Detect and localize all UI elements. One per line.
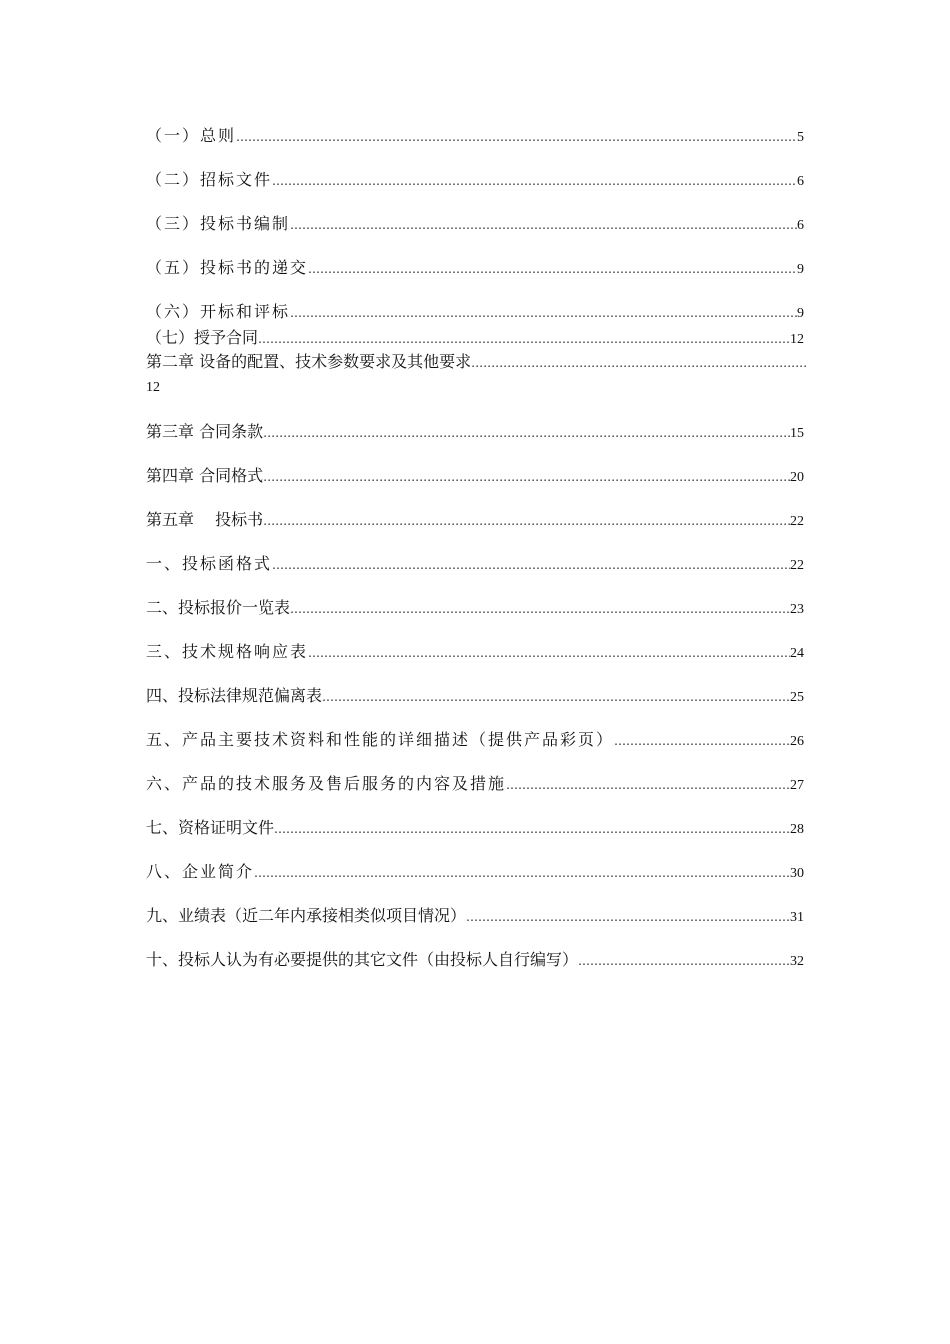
toc-leader-dots	[263, 423, 790, 443]
toc-entry-page: 22	[790, 558, 804, 573]
toc-entry-3[interactable]	[146, 214, 804, 236]
toc-entry-page: 22	[790, 514, 804, 529]
toc-entry-title: 三、技术规格响应表	[146, 642, 309, 661]
toc-entry-11[interactable]	[146, 554, 804, 576]
toc-leader-dots	[614, 731, 790, 751]
toc-entry-title: （七）授予合同	[146, 328, 259, 347]
toc-entry-page: 5	[797, 130, 804, 145]
toc-entry-title: （一）总则	[146, 126, 237, 145]
toc-entry-page: 6	[797, 218, 804, 233]
toc-entry-page: 32	[790, 954, 804, 969]
toc-leader-dots	[308, 259, 797, 279]
toc-entry-12[interactable]	[146, 598, 804, 620]
toc-entry-1[interactable]	[146, 126, 804, 148]
toc-entry-page: 24	[790, 646, 804, 661]
toc-entry-2[interactable]	[146, 170, 804, 192]
toc-entry-title: 七、资格证明文件	[146, 818, 275, 837]
toc-leader-dots	[263, 467, 790, 487]
toc-leader-dots	[466, 907, 790, 927]
toc-leader-dots	[322, 687, 790, 707]
toc-entry-16[interactable]	[146, 774, 804, 796]
toc-entry-page: 15	[790, 426, 804, 441]
toc-leader-dots	[272, 171, 797, 191]
toc-leader-dots	[272, 555, 790, 575]
toc-entry-page: 23	[790, 602, 804, 617]
toc-leader-dots	[290, 303, 797, 323]
toc-entry-18[interactable]	[146, 862, 804, 884]
toc-leader-dots	[263, 511, 790, 531]
toc-entry-15[interactable]	[146, 730, 804, 752]
toc-entry-page: 28	[790, 822, 804, 837]
toc-entry-17[interactable]	[146, 818, 804, 840]
toc-entry-4[interactable]	[146, 258, 804, 280]
toc-leader-dots	[236, 127, 797, 147]
toc-entry-title: 九、业绩表（近二年内承接相类似项目情况）	[146, 906, 467, 925]
toc-entry-19[interactable]	[146, 906, 804, 928]
toc-entry-title: （三）投标书编制	[146, 214, 291, 233]
toc-entry-14[interactable]	[146, 686, 804, 708]
toc-entry-page: 9	[797, 306, 804, 321]
toc-entry-title: 五、产品主要技术资料和性能的详细描述（提供产品彩页）	[146, 730, 615, 749]
toc-entry-title: 六、产品的技术服务及售后服务的内容及措施	[146, 774, 507, 793]
toc-leader-dots	[254, 863, 790, 883]
toc-entry-page: 31	[790, 910, 804, 925]
toc-entry-20[interactable]	[146, 950, 804, 972]
toc-leader-dots	[274, 819, 790, 839]
toc-entry-page: 20	[790, 470, 804, 485]
toc-entry-page: 27	[790, 778, 804, 793]
toc-entry-title: 二、投标报价一览表	[146, 598, 291, 617]
toc-entry-7[interactable]	[146, 352, 806, 374]
toc-entry-title: 一、投标函格式	[146, 554, 273, 573]
toc-leader-dots	[578, 951, 790, 971]
toc-entry-page: 6	[797, 174, 804, 189]
toc-entry-title: 第四章 合同格式	[146, 466, 264, 485]
toc-entry-9[interactable]	[146, 466, 804, 488]
toc-entry-page: 30	[790, 866, 804, 881]
toc-entry-title: 第二章 设备的配置、技术参数要求及其他要求	[146, 352, 472, 371]
toc-entry-title: 十、投标人认为有必要提供的其它文件（由投标人自行编写）	[146, 950, 579, 969]
toc-entry-page: 9	[797, 262, 804, 277]
toc-entry-page: 12	[146, 380, 160, 395]
toc-entry-title: （二）招标文件	[146, 170, 273, 189]
toc-entry-title: 第五章 投标书	[146, 510, 264, 529]
toc-entry-title: 八、企业简介	[146, 862, 255, 881]
toc-leader-dots	[308, 643, 790, 663]
toc-entry-page: 12	[790, 332, 804, 347]
toc-leader-dots	[290, 215, 797, 235]
toc-entry-page: 26	[790, 734, 804, 749]
toc-entry-10[interactable]	[146, 510, 804, 532]
toc-entry-13[interactable]	[146, 642, 804, 664]
toc-leader-dots	[471, 353, 806, 373]
toc-entry-title: （五）投标书的递交	[146, 258, 309, 277]
toc-entry-5[interactable]	[146, 302, 804, 324]
toc-entry-title: 四、投标法律规范偏离表	[146, 686, 323, 705]
toc-entry-title: （六）开标和评标	[146, 302, 291, 321]
toc-leader-dots	[290, 599, 790, 619]
toc-entry-title: 第三章 合同条款	[146, 422, 264, 441]
toc-entry-6[interactable]	[146, 328, 804, 350]
toc-leader-dots	[258, 329, 790, 349]
toc-entry-page: 25	[790, 690, 804, 705]
toc-entry-8[interactable]	[146, 422, 804, 444]
toc-leader-dots	[506, 775, 790, 795]
